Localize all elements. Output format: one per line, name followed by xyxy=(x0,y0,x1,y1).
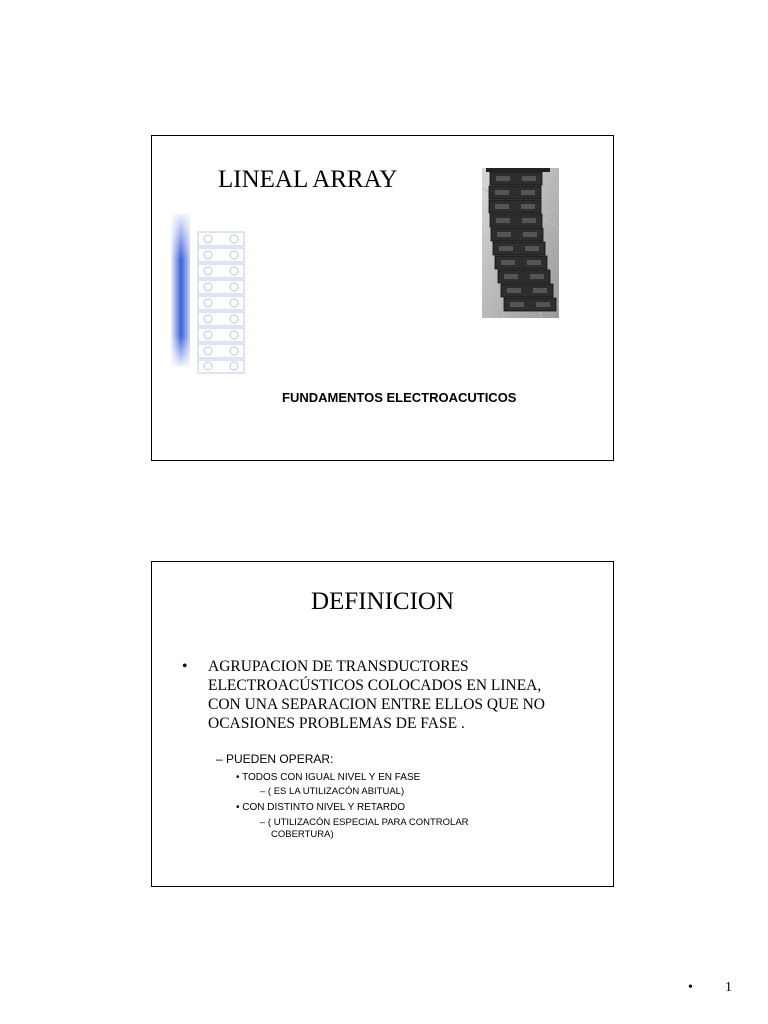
bullet-marker: • xyxy=(182,658,188,675)
option-2-note-line-2: COBERTURA) xyxy=(271,829,334,840)
slide-2 xyxy=(151,561,614,887)
slide-2-title: DEFINICION xyxy=(310,588,455,615)
option-1-note: – ( ES LA UTILIZACÓN ABITUAL) xyxy=(260,786,405,797)
main-bullet-text: AGRUPACION DE TRANSDUCTORES ELECTROACÚSTICOS COLOCADOS EN LINEA, CON UNA SEPARACION ENTRE ELLOS QUE NO OCASIONES PROBLEMAS DE FASE . xyxy=(208,658,545,732)
line-array-illustration xyxy=(194,230,248,375)
slide-1 xyxy=(151,135,614,461)
slide-1-subtitle: FUNDAMENTOS ELECTROACUTICOS xyxy=(282,390,517,405)
sub-point: – PUEDEN OPERAR: xyxy=(216,752,334,766)
option-2-label: • CON DISTINTO NIVEL Y RETARDO xyxy=(236,802,406,813)
slide-1-title: LINEAL ARRAY xyxy=(218,166,398,193)
line-array-speaker-photo xyxy=(482,168,559,318)
option-1-label: • TODOS CON IGUAL NIVEL Y EN FASE xyxy=(236,772,421,783)
blue-gradient-bar xyxy=(168,214,190,366)
option-2-note-line-1: – ( UTILIZACÓN ESPECIAL PARA CONTROLAR xyxy=(260,817,469,828)
page-number: 1 xyxy=(725,980,732,995)
footer-bullet: • xyxy=(688,980,693,995)
